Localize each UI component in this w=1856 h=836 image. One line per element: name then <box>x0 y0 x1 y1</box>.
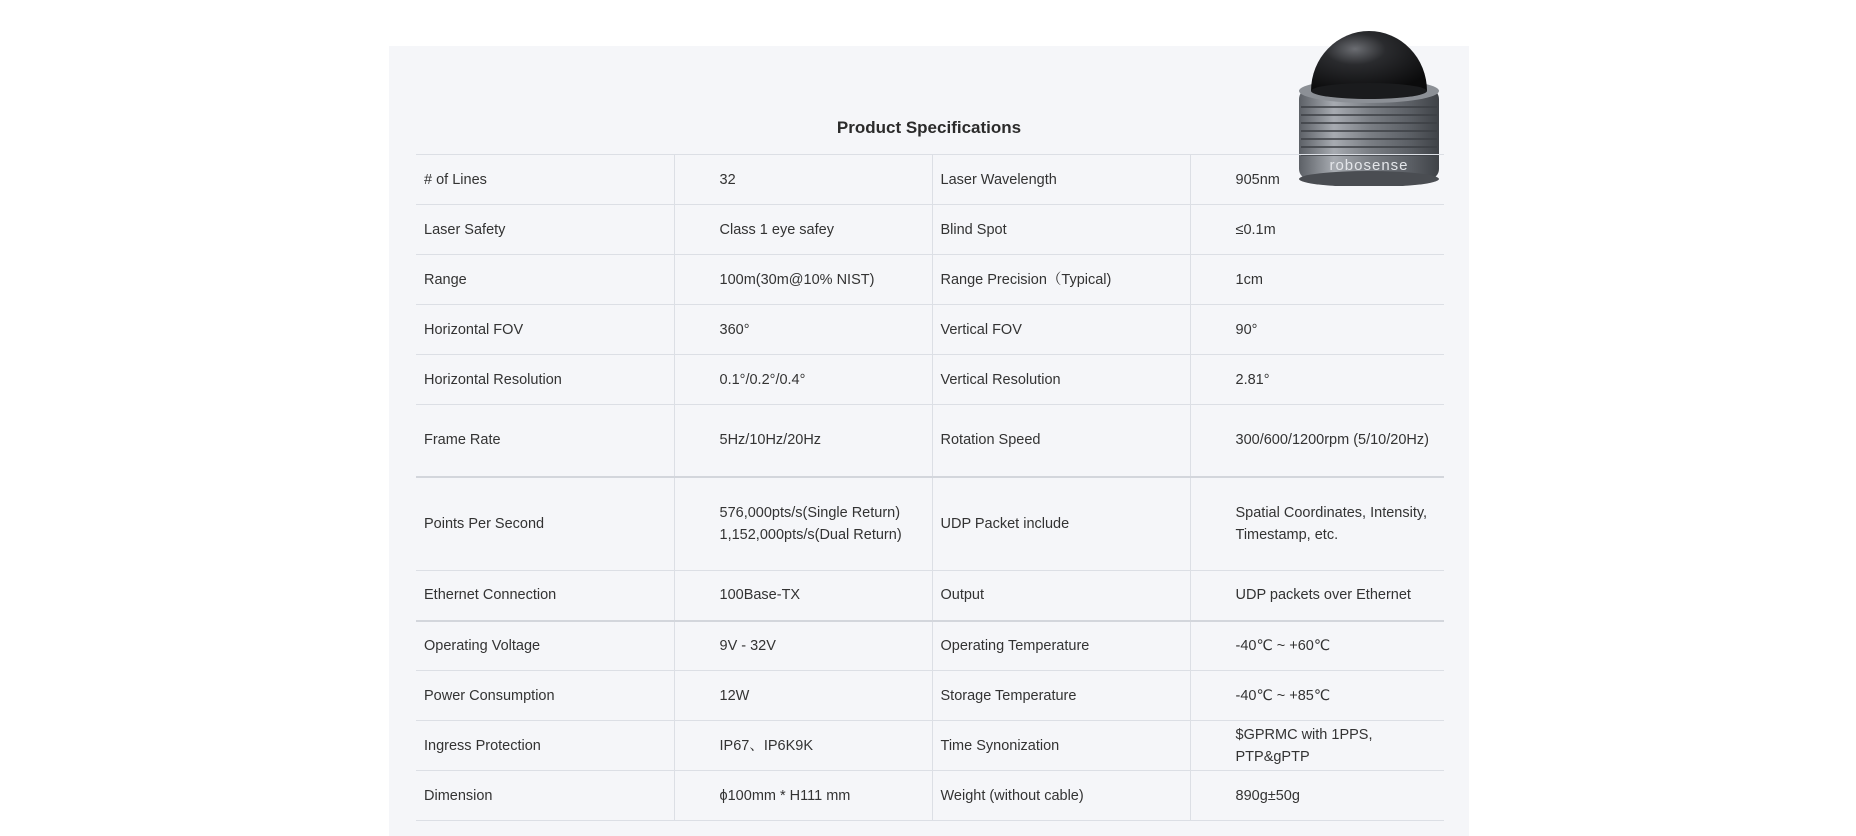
spec-row <box>416 571 1444 621</box>
section-title: Product Specifications <box>836 118 1022 137</box>
spec-value: Spatial Coordinates, Intensity, Timestamp, etc. <box>1190 477 1444 571</box>
spec-value: 360° <box>674 305 932 355</box>
spec-row <box>416 155 1444 205</box>
spec-label: Operating Temperature <box>932 621 1190 671</box>
spec-value: 300/600/1200rpm (5/10/20Hz) <box>1190 405 1444 477</box>
spec-value: 5Hz/10Hz/20Hz <box>674 405 932 477</box>
spec-value: -40℃ ~ +85℃ <box>1190 671 1444 721</box>
spec-label: Output <box>932 571 1190 621</box>
spec-row <box>416 205 1444 255</box>
spec-value: UDP packets over Ethernet <box>1190 571 1444 621</box>
spec-row <box>416 671 1444 721</box>
spec-value: 905nm <box>1190 155 1444 205</box>
spec-value: IP67、IP6K9K <box>674 721 932 771</box>
spec-row <box>416 477 1444 571</box>
spec-row <box>416 355 1444 405</box>
spec-label: Range <box>416 255 674 305</box>
spec-label: Power Consumption <box>416 671 674 721</box>
spec-value: 12W <box>674 671 932 721</box>
brand-logo: robosense <box>1329 157 1409 174</box>
spec-value: 0.1°/0.2°/0.4° <box>674 355 932 405</box>
spec-value: 100m(30m@10% NIST) <box>674 255 932 305</box>
spec-row <box>416 721 1444 771</box>
spec-label: Laser Safety <box>416 205 674 255</box>
spec-label: Laser Wavelength <box>932 155 1190 205</box>
spec-value: 890g±50g <box>1190 771 1444 821</box>
spec-label: Weight (without cable) <box>932 771 1190 821</box>
spec-panel <box>389 46 1469 836</box>
spec-value: 9V - 32V <box>674 621 932 671</box>
spec-label: Blind Spot <box>932 205 1190 255</box>
spec-label: Rotation Speed <box>932 405 1190 477</box>
spec-value: 90° <box>1190 305 1444 355</box>
spec-value: 576,000pts/s(Single Return) 1,152,000pts/s(Dual Return) <box>674 477 932 571</box>
spec-table <box>416 154 1444 821</box>
spec-value: ≤0.1m <box>1190 205 1444 255</box>
spec-row <box>416 255 1444 305</box>
spec-label: Horizontal Resolution <box>416 355 674 405</box>
spec-label: Ingress Protection <box>416 721 674 771</box>
spec-label: Vertical Resolution <box>932 355 1190 405</box>
spec-value: 100Base-TX <box>674 571 932 621</box>
spec-value: ϕ100mm * H111 mm <box>674 771 932 821</box>
spec-label: Ethernet Connection <box>416 571 674 621</box>
spec-value: -40℃ ~ +60℃ <box>1190 621 1444 671</box>
spec-label: Points Per Second <box>416 477 674 571</box>
spec-label: Operating Voltage <box>416 621 674 671</box>
spec-label: Dimension <box>416 771 674 821</box>
spec-label: UDP Packet include <box>932 477 1190 571</box>
spec-row <box>416 405 1444 477</box>
spec-label: Storage Temperature <box>932 671 1190 721</box>
spec-label: Horizontal FOV <box>416 305 674 355</box>
spec-value: $GPRMC with 1PPS, PTP&gPTP <box>1190 721 1444 771</box>
spec-label: Vertical FOV <box>932 305 1190 355</box>
spec-value: 32 <box>674 155 932 205</box>
spec-value: 1cm <box>1190 255 1444 305</box>
spec-row <box>416 621 1444 671</box>
spec-row <box>416 305 1444 355</box>
spec-row <box>416 771 1444 821</box>
spec-label: # of Lines <box>416 155 674 205</box>
spec-label: Time Synonization <box>932 721 1190 771</box>
spec-label: Frame Rate <box>416 405 674 477</box>
spec-value: 2.81° <box>1190 355 1444 405</box>
spec-label: Range Precision（Typical) <box>932 255 1190 305</box>
spec-value: Class 1 eye safey <box>674 205 932 255</box>
